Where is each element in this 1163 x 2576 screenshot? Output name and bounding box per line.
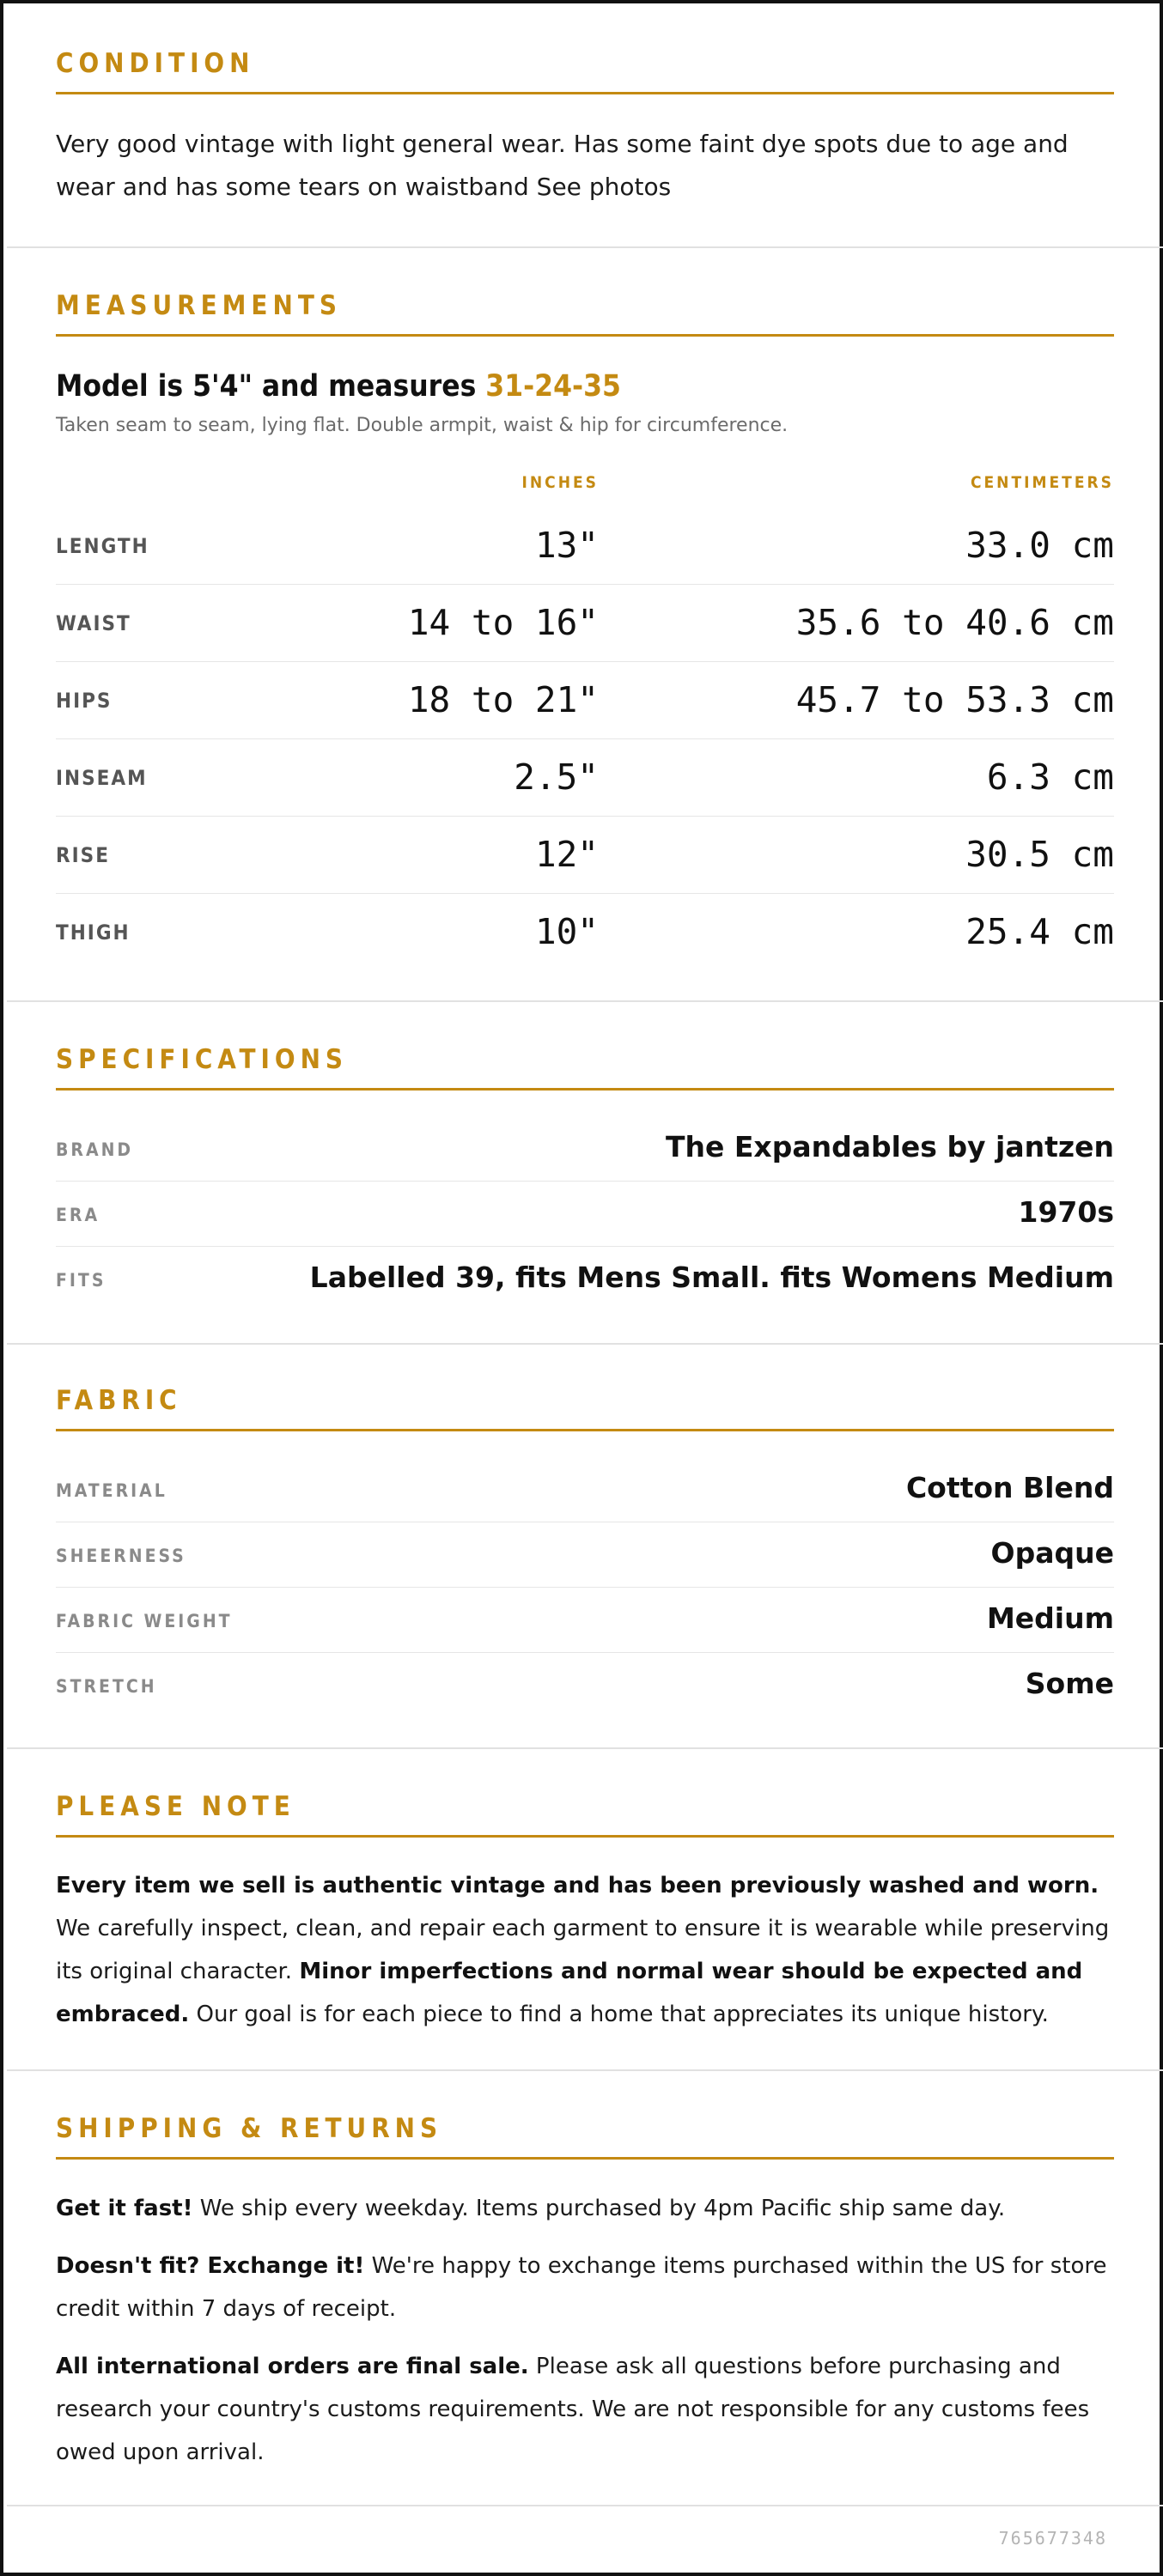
please-note-rule xyxy=(56,1835,1114,1838)
measurement-label: LENGTH xyxy=(56,534,149,558)
spec-value: Labelled 39, fits Mens Small. fits Womens Medium xyxy=(309,1261,1114,1294)
measurement-inches: 14 to 16" xyxy=(407,602,599,643)
spec-label: FITS xyxy=(56,1270,107,1291)
measurement-inches: 12" xyxy=(534,834,599,875)
measurement-label: WAIST xyxy=(56,611,131,635)
spec-label: ERA xyxy=(56,1205,100,1225)
measurement-cm: 30.5 cm xyxy=(965,834,1114,875)
fabric-value: Opaque xyxy=(990,1536,1114,1570)
section-divider xyxy=(7,1000,1163,1002)
shipping-paragraph-international xyxy=(56,2345,1114,2474)
shipping-paragraph-exchange xyxy=(56,2245,1114,2330)
section-divider xyxy=(7,246,1163,248)
note-text-2: Our goal is for each piece to find a home that appreciates its unique history. xyxy=(189,2002,1049,2027)
measurement-row-thigh xyxy=(56,894,1114,971)
section-divider xyxy=(7,1747,1163,1749)
fabric-row-material xyxy=(56,1457,1114,1522)
centimeters-column-header: CENTIMETERS xyxy=(970,473,1114,492)
fabric-value: Some xyxy=(1025,1667,1114,1700)
condition-text: Very good vintage with light general wear. Has some faint dye spots due to age and wear and has some tears on waistband See photos xyxy=(56,130,1069,201)
sku-number: 765677348 xyxy=(998,2528,1107,2549)
model-measurements-heading xyxy=(56,369,621,404)
note-bold-2: Minor imperfections and normal wear should be expected and embraced. xyxy=(56,1959,1083,2027)
measurement-inches: 2.5" xyxy=(514,756,599,798)
section-divider xyxy=(7,1343,1163,1345)
measurement-inches: 10" xyxy=(534,911,599,952)
fabric-rule xyxy=(56,1429,1114,1431)
inches-column-header: INCHES xyxy=(521,473,599,492)
spec-row-era xyxy=(56,1182,1114,1247)
measurement-note: Taken seam to seam, lying flat. Double armpit, waist & hip for circumference. xyxy=(56,415,789,436)
spec-row-brand xyxy=(56,1116,1114,1182)
specifications-rule xyxy=(56,1088,1114,1091)
fabric-label: FABRIC WEIGHT xyxy=(56,1611,233,1631)
measurement-row-hips xyxy=(56,662,1114,739)
measurement-label: HIPS xyxy=(56,689,113,713)
shipping-rule xyxy=(56,2157,1114,2160)
fabric-row-sheerness xyxy=(56,1522,1114,1588)
shipping-text: We ship every weekday. Items purchased by 4pm Pacific ship same day. xyxy=(192,2196,1006,2221)
measurement-label: INSEAM xyxy=(56,766,148,790)
shipping-bold: All international orders are final sale. xyxy=(56,2354,529,2379)
measurement-row-length xyxy=(56,507,1114,585)
condition-rule xyxy=(56,92,1114,94)
measurements-rule xyxy=(56,334,1114,337)
model-stats: 31-24-35 xyxy=(485,369,621,404)
specifications-title: SPECIFICATIONS xyxy=(56,1044,349,1075)
shipping-title: SHIPPING & RETURNS xyxy=(56,2113,443,2144)
please-note-title: PLEASE NOTE xyxy=(56,1791,295,1822)
section-divider xyxy=(7,2505,1163,2506)
section-divider xyxy=(7,2069,1163,2071)
measurement-inches: 13" xyxy=(534,525,599,566)
fabric-label: SHEERNESS xyxy=(56,1546,186,1566)
spec-label: BRAND xyxy=(56,1139,134,1160)
please-note-text xyxy=(56,1864,1114,2036)
note-text-1: We carefully inspect, clean, and repair each garment to ensure it is wearable while preserving its original character. xyxy=(56,1916,1110,1984)
shipping-paragraph-fast xyxy=(56,2187,1114,2230)
shipping-text: Please ask all questions before purchasing and research your country's customs requirements. We are not responsible for any customs fees owed upon arrival. xyxy=(56,2354,1090,2465)
shipping-bold: Get it fast! xyxy=(56,2196,193,2221)
measurement-label: THIGH xyxy=(56,920,131,945)
fabric-value: Medium xyxy=(986,1601,1114,1635)
spec-value: 1970s xyxy=(1018,1195,1114,1229)
shipping-bold: Doesn't fit? Exchange it! xyxy=(56,2253,365,2279)
measurement-row-inseam xyxy=(56,739,1114,817)
note-bold-1: Every item we sell is authentic vintage and has been previously washed and worn. xyxy=(56,1873,1099,1899)
fabric-row-weight xyxy=(56,1588,1114,1653)
measurement-cm: 45.7 to 53.3 cm xyxy=(795,679,1114,720)
shipping-text: We're happy to exchange items purchased within the US for store credit within 7 days of receipt. xyxy=(56,2253,1107,2322)
fabric-value: Cotton Blend xyxy=(905,1471,1114,1504)
measurement-cm: 6.3 cm xyxy=(986,756,1114,798)
fabric-row-stretch xyxy=(56,1653,1114,1718)
measurement-label: RISE xyxy=(56,843,110,867)
condition-title: CONDITION xyxy=(56,48,255,79)
fabric-label: STRETCH xyxy=(56,1676,157,1697)
measurements-title: MEASUREMENTS xyxy=(56,290,342,321)
measurement-cm: 33.0 cm xyxy=(965,525,1114,566)
measurement-cm: 25.4 cm xyxy=(965,911,1114,952)
fabric-title: FABRIC xyxy=(56,1385,182,1416)
spec-value: The Expandables by jantzen xyxy=(666,1130,1114,1163)
measurement-cm: 35.6 to 40.6 cm xyxy=(795,602,1114,643)
measurement-row-rise xyxy=(56,817,1114,894)
measurement-inches: 18 to 21" xyxy=(407,679,599,720)
fabric-label: MATERIAL xyxy=(56,1480,167,1501)
measurement-row-waist xyxy=(56,585,1114,662)
model-prefix: Model is 5'4" and measures xyxy=(56,369,486,404)
spec-row-fits xyxy=(56,1247,1114,1312)
